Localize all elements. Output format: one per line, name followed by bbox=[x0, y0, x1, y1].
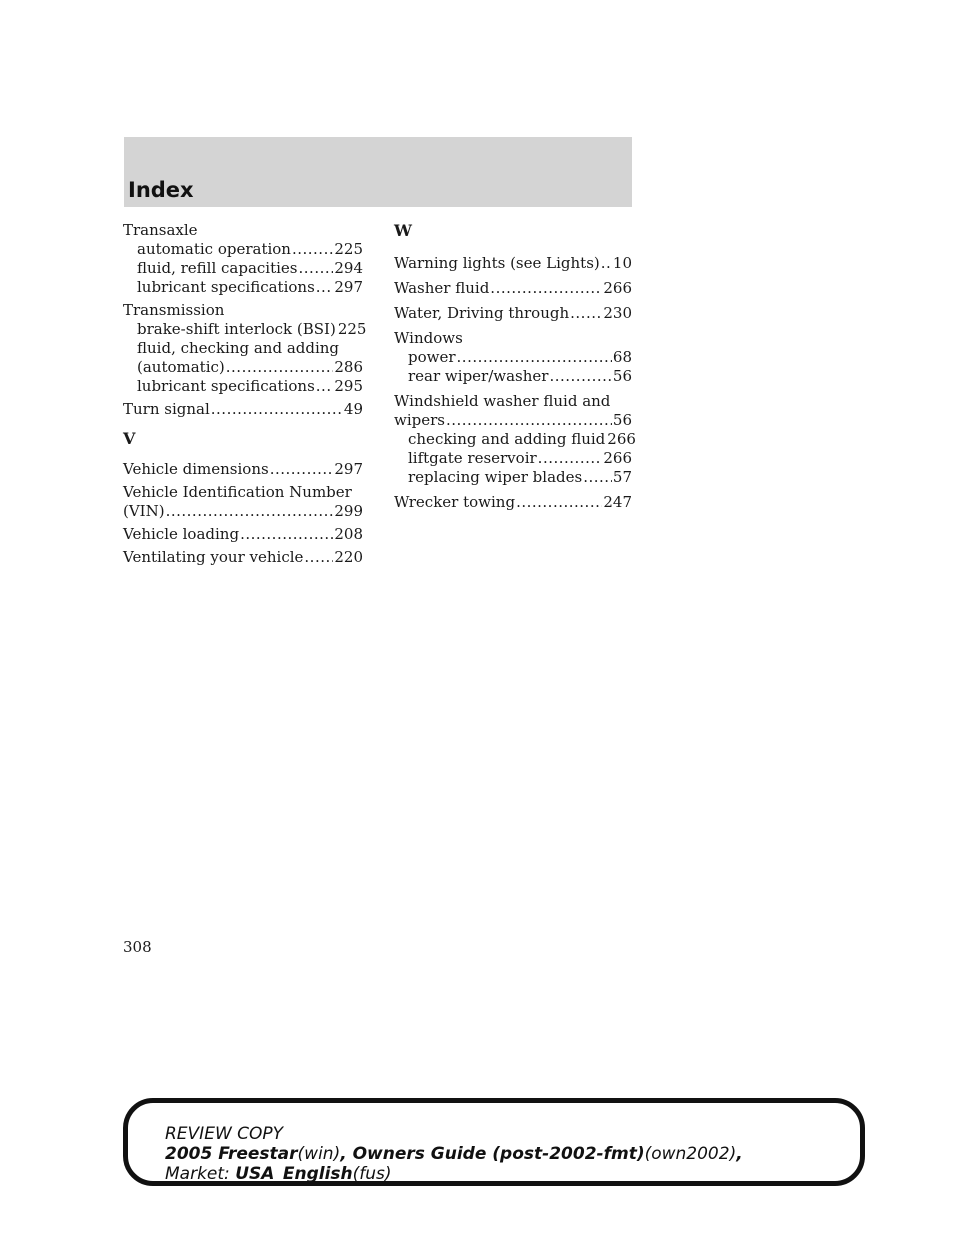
index-column-right bbox=[394, 221, 636, 516]
review-copy-footer bbox=[165, 1124, 743, 1184]
index-entry bbox=[123, 483, 363, 521]
index-entry: Vehicle dimensions ..... 297 bbox=[123, 460, 363, 479]
index-subentry: liftgate reservoir ..... 266 bbox=[394, 449, 632, 468]
index-term: Transaxle bbox=[123, 221, 198, 239]
index-entry: Vehicle loading ..... 208 bbox=[123, 525, 363, 544]
index-entry: Water, Driving through ..... 230 bbox=[394, 304, 632, 323]
index-entry: Wrecker towing ..... 247 bbox=[394, 493, 632, 512]
index-entry bbox=[123, 221, 363, 297]
index-subentry: (automatic) ..... 286 bbox=[123, 358, 363, 377]
footer-line-3: Market: USA_English(fus) bbox=[165, 1164, 392, 1184]
index-entry: Washer fluid ..... 266 bbox=[394, 279, 632, 298]
index-subentry: fluid, checking and adding bbox=[137, 339, 340, 357]
index-subentry: lubricant specifications ..... 295 bbox=[123, 377, 363, 396]
index-subentry: fluid, refill capacities ..... 294 bbox=[123, 259, 363, 278]
index-term-cont: (VIN) ..... 299 bbox=[123, 502, 363, 521]
index-subentry: brake-shift interlock (BSI) 225 bbox=[137, 320, 367, 338]
index-term: Windshield washer fluid and bbox=[394, 392, 611, 410]
index-entry bbox=[394, 329, 632, 386]
index-term: Vehicle Identification Number bbox=[123, 483, 352, 501]
header-band bbox=[124, 137, 632, 207]
index-entry: Turn signal ..... 49 bbox=[123, 400, 363, 419]
index-entry: Ventilating your vehicle ..... 220 bbox=[123, 548, 363, 567]
index-term: Windows bbox=[394, 329, 463, 347]
page-number: 308 bbox=[123, 938, 152, 956]
index-entry: Warning lights (see Lights) ..... 10 bbox=[394, 254, 632, 273]
index-entry bbox=[123, 301, 367, 396]
index-column-left bbox=[123, 221, 367, 571]
index-subentry: automatic operation ..... 225 bbox=[123, 240, 363, 259]
footer-line-1: REVIEW COPY bbox=[165, 1124, 284, 1144]
index-entry bbox=[394, 392, 636, 487]
index-subentry: power ..... 68 bbox=[394, 348, 632, 367]
index-term-cont: wipers ..... 56 bbox=[394, 411, 632, 430]
page-title: Index bbox=[128, 178, 194, 202]
section-letter-w: W bbox=[394, 221, 412, 240]
footer-line-2: 2005 Freestar(win), Owners Guide (post-2002-fmt)(own2002), bbox=[165, 1144, 743, 1164]
index-term: Transmission bbox=[123, 301, 225, 319]
index-subentry: checking and adding fluid 266 bbox=[408, 430, 636, 448]
index-subentry: lubricant specifications ..... 297 bbox=[123, 278, 363, 297]
section-letter-v: V bbox=[123, 429, 136, 448]
index-subentry: rear wiper/washer ..... 56 bbox=[394, 367, 632, 386]
index-subentry: replacing wiper blades ..... 57 bbox=[394, 468, 632, 487]
